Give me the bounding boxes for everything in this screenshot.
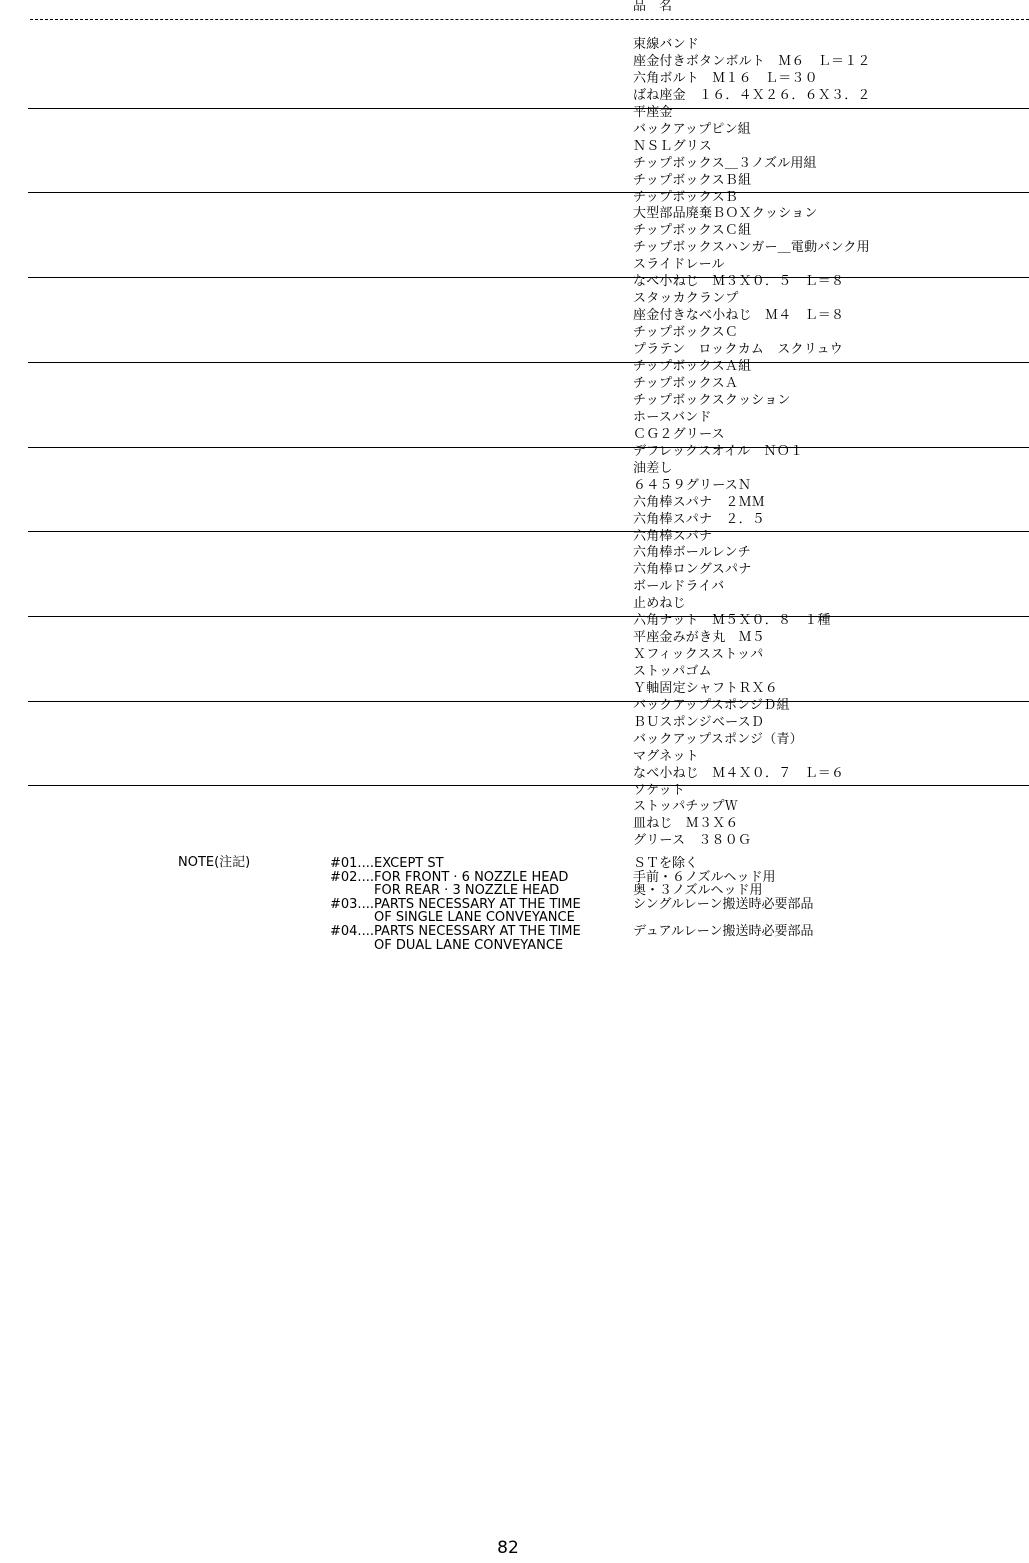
group-separator-line bbox=[28, 192, 1029, 193]
note-english-text: PARTS NECESSARY AT THE TIME bbox=[374, 924, 581, 939]
note-code: #02.... bbox=[330, 870, 374, 885]
part-name-item: ストッパゴム bbox=[633, 664, 712, 679]
part-name-item: マグネット bbox=[633, 749, 699, 764]
part-name-item: チップボックスＢ組 bbox=[633, 173, 752, 188]
part-name-item: なべ小ねじ Ｍ３Ｘ０．５ Ｌ＝８ bbox=[633, 274, 845, 289]
note-code: #03.... bbox=[330, 897, 374, 912]
part-name-item: チップボックスハンガー＿電動バンク用 bbox=[633, 240, 870, 255]
part-name-item: ボールドライバ bbox=[633, 579, 725, 594]
group-separator-line bbox=[28, 701, 1029, 702]
part-name-item: Ｘフィックスストッパ bbox=[633, 647, 764, 662]
note-code: #04.... bbox=[330, 924, 374, 939]
part-name-item: バックアップスポンジ（青） bbox=[633, 732, 803, 747]
part-name-item: 六角ナット Ｍ５Ｘ０．８ １種 bbox=[633, 613, 831, 628]
note-japanese-text: デュアルレーン搬送時必要部品 bbox=[633, 924, 814, 939]
group-separator-line bbox=[28, 277, 1029, 278]
note-english-text: OF DUAL LANE CONVEYANCE bbox=[374, 938, 564, 953]
part-name-item: チップボックスＡ bbox=[633, 376, 739, 391]
part-name-item: チップボックスＡ組 bbox=[633, 359, 752, 374]
part-name-item: ホースバンド bbox=[633, 410, 712, 425]
note-english-text: OF SINGLE LANE CONVEYANCE bbox=[374, 910, 575, 925]
note-english-text: FOR FRONT · 6 NOZZLE HEAD bbox=[374, 870, 569, 885]
part-name-item: 大型部品廃棄ＢＯＸクッション bbox=[633, 206, 818, 221]
group-separator-line bbox=[28, 531, 1029, 532]
part-name-item: グリース ３８０Ｇ bbox=[633, 833, 752, 848]
note-japanese-text: ＳＴを除く bbox=[633, 856, 699, 871]
part-name-item: ストッパチップＷ bbox=[633, 799, 738, 814]
part-name-item: チップボックスＢ bbox=[633, 190, 739, 205]
part-name-item: チップボックスＣ bbox=[633, 325, 739, 340]
note-english-text: PARTS NECESSARY AT THE TIME bbox=[374, 897, 581, 912]
part-name-item: 座金付きなべ小ねじ Ｍ４ Ｌ＝８ bbox=[633, 308, 845, 323]
part-name-item: ＢＵスポンジベースＤ bbox=[633, 715, 765, 730]
page-number: 82 bbox=[497, 1538, 519, 1558]
part-name-item: ＣＧ２グリース bbox=[633, 427, 725, 442]
group-separator-line bbox=[28, 108, 1029, 109]
note-japanese-text: 手前・６ノズルヘッド用 bbox=[633, 870, 776, 885]
note-japanese-text: シングルレーン搬送時必要部品 bbox=[633, 897, 814, 912]
part-name-item: 油差し bbox=[633, 461, 673, 476]
group-separator-line bbox=[28, 447, 1029, 448]
part-name-item: 六角ボルト Ｍ１６ Ｌ＝３０ bbox=[633, 71, 818, 86]
part-name-item: 六角棒ボールレンチ bbox=[633, 545, 751, 560]
part-name-item: ソケット bbox=[633, 783, 686, 798]
notes-title: NOTE(注記) bbox=[178, 855, 251, 870]
part-name-item: 皿ねじ Ｍ３Ｘ６ bbox=[633, 816, 739, 831]
note-japanese-text: 奥・３ノズルヘッド用 bbox=[633, 883, 763, 898]
note-row bbox=[0, 884, 1029, 898]
part-name-item: スタッカクランプ bbox=[633, 291, 739, 306]
group-separator-line bbox=[28, 785, 1029, 786]
group-separator-line bbox=[28, 362, 1029, 363]
part-name-item: 六角棒スパナ bbox=[633, 529, 713, 544]
note-code: #01.... bbox=[330, 856, 374, 871]
part-name-item: バックアップピン組 bbox=[633, 122, 751, 137]
part-name-item: 六角棒スパナ ２ＭＭ bbox=[633, 495, 766, 510]
part-name-item: 平座金みがき丸 Ｍ５ bbox=[633, 630, 766, 645]
part-name-item: デフレックスオイル ＮＯ１ bbox=[633, 444, 804, 459]
part-name-item: バックアップスポンジＤ組 bbox=[633, 698, 790, 713]
part-name-item: チップボックスＣ組 bbox=[633, 223, 752, 238]
part-name-column-header: 品 名 bbox=[633, 0, 673, 14]
header-dashed-divider bbox=[30, 19, 1029, 20]
note-row bbox=[0, 911, 1029, 925]
part-name-item: 座金付きボタンボルト Ｍ６ Ｌ＝１２ bbox=[633, 54, 871, 69]
part-name-item: 止めねじ bbox=[633, 596, 686, 611]
part-name-item: スライドレール bbox=[633, 257, 725, 272]
part-name-item: なべ小ねじ Ｍ４Ｘ０．７ Ｌ＝６ bbox=[633, 766, 845, 781]
part-name-item: Ｙ軸固定シャフトＲＸ６ bbox=[633, 681, 778, 696]
part-name-item: 束線バンド bbox=[633, 37, 700, 52]
note-row bbox=[0, 939, 1029, 953]
part-name-item: プラテン ロックカム スクリュウ bbox=[633, 342, 843, 357]
part-name-item: 平座金 bbox=[633, 105, 673, 120]
group-separator-line bbox=[28, 616, 1029, 617]
note-row bbox=[0, 925, 1029, 939]
note-english-text: EXCEPT ST bbox=[374, 856, 444, 871]
note-row bbox=[0, 857, 1029, 871]
part-name-item: ばね座金 １６．４Ｘ２６．６Ｘ３．２ bbox=[633, 88, 871, 103]
part-name-item: チップボックスクッション bbox=[633, 393, 791, 408]
note-english-text: FOR REAR · 3 NOZZLE HEAD bbox=[374, 883, 560, 898]
part-name-item: 六角棒スパナ ２．５ bbox=[633, 512, 766, 527]
part-name-item: ６４５９グリースＮ bbox=[633, 478, 752, 493]
part-name-item: 六角棒ロングスパナ bbox=[633, 562, 752, 577]
part-name-item: ＮＳＬグリス bbox=[633, 139, 712, 154]
part-name-item: チップボックス＿３ノズル用組 bbox=[633, 156, 817, 171]
